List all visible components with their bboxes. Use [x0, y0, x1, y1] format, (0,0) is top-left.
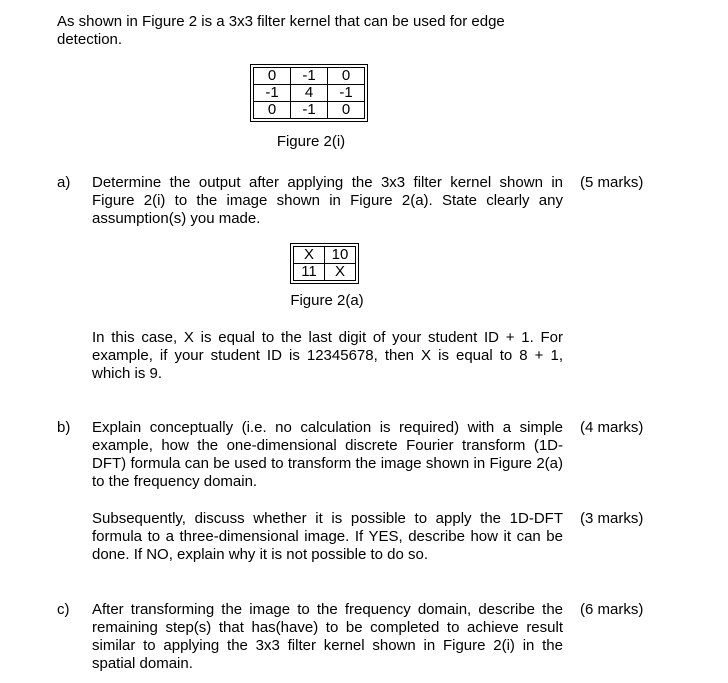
question-a-note: In this case, X is equal to the last digit of your student ID + 1. For example, if your student ID is 12345678, then X is equal to 8 + 1, which is 9. [92, 329, 563, 382]
image-caption: Figure 2(a) [290, 292, 364, 309]
question-b-marks: (4 marks) [580, 419, 644, 436]
question-b-letter: b) [57, 419, 71, 436]
kernel-cell: -1 [291, 102, 328, 119]
kernel-cell: -1 [291, 68, 328, 85]
question-c-letter: c) [57, 601, 70, 618]
question-a-letter: a) [57, 174, 71, 191]
image-cell: 11 [294, 264, 325, 281]
kernel-row [254, 102, 365, 119]
image-table [293, 246, 356, 281]
kernel-cell: -1 [328, 85, 365, 102]
kernel-cell: -1 [254, 85, 291, 102]
question-b-marks-2: (3 marks) [580, 510, 644, 527]
kernel-cell: 0 [328, 102, 365, 119]
kernel-row [254, 68, 365, 85]
kernel-cell: 0 [254, 68, 291, 85]
image-row [294, 247, 356, 264]
question-a-marks: (5 marks) [580, 174, 644, 191]
image-cell: 10 [325, 247, 356, 264]
image-row [294, 264, 356, 281]
question-a-text: Determine the output after applying the 3x3 filter kernel shown in Figure 2(i) to the image shown in Figure 2(a). State clearly any assumption(s) you made. [92, 174, 563, 227]
question-b-text: Explain conceptually (i.e. no calculation is required) with a simple example, how the one-dimensional discrete Fourier transform (1D-DFT) formula can be used to transform the image shown in Figure 2(a) to the frequency domain. [92, 419, 563, 490]
question-c-marks: (6 marks) [580, 601, 644, 618]
kernel-cell: 0 [328, 68, 365, 85]
kernel-cell: 4 [291, 85, 328, 102]
kernel-caption: Figure 2(i) [276, 133, 346, 150]
question-b-text-2: Subsequently, discuss whether it is possible to apply the 1D-DFT formula to a three-dimensional image. If YES, describe how it can be done. If NO, explain why it is not possible to do so. [92, 510, 563, 563]
filter-kernel-table [253, 67, 365, 119]
question-c-text: After transforming the image to the frequency domain, describe the remaining step(s) that has(have) to be completed to achieve result similar to applying the 3x3 filter kernel shown in Figure 2(i) in the spatial domain. [92, 601, 563, 672]
image-cell: X [325, 264, 356, 281]
intro-paragraph: As shown in Figure 2 is a 3x3 filter kernel that can be used for edge detection. [57, 13, 505, 48]
kernel-cell: 0 [254, 102, 291, 119]
image-cell: X [294, 247, 325, 264]
kernel-row [254, 85, 365, 102]
